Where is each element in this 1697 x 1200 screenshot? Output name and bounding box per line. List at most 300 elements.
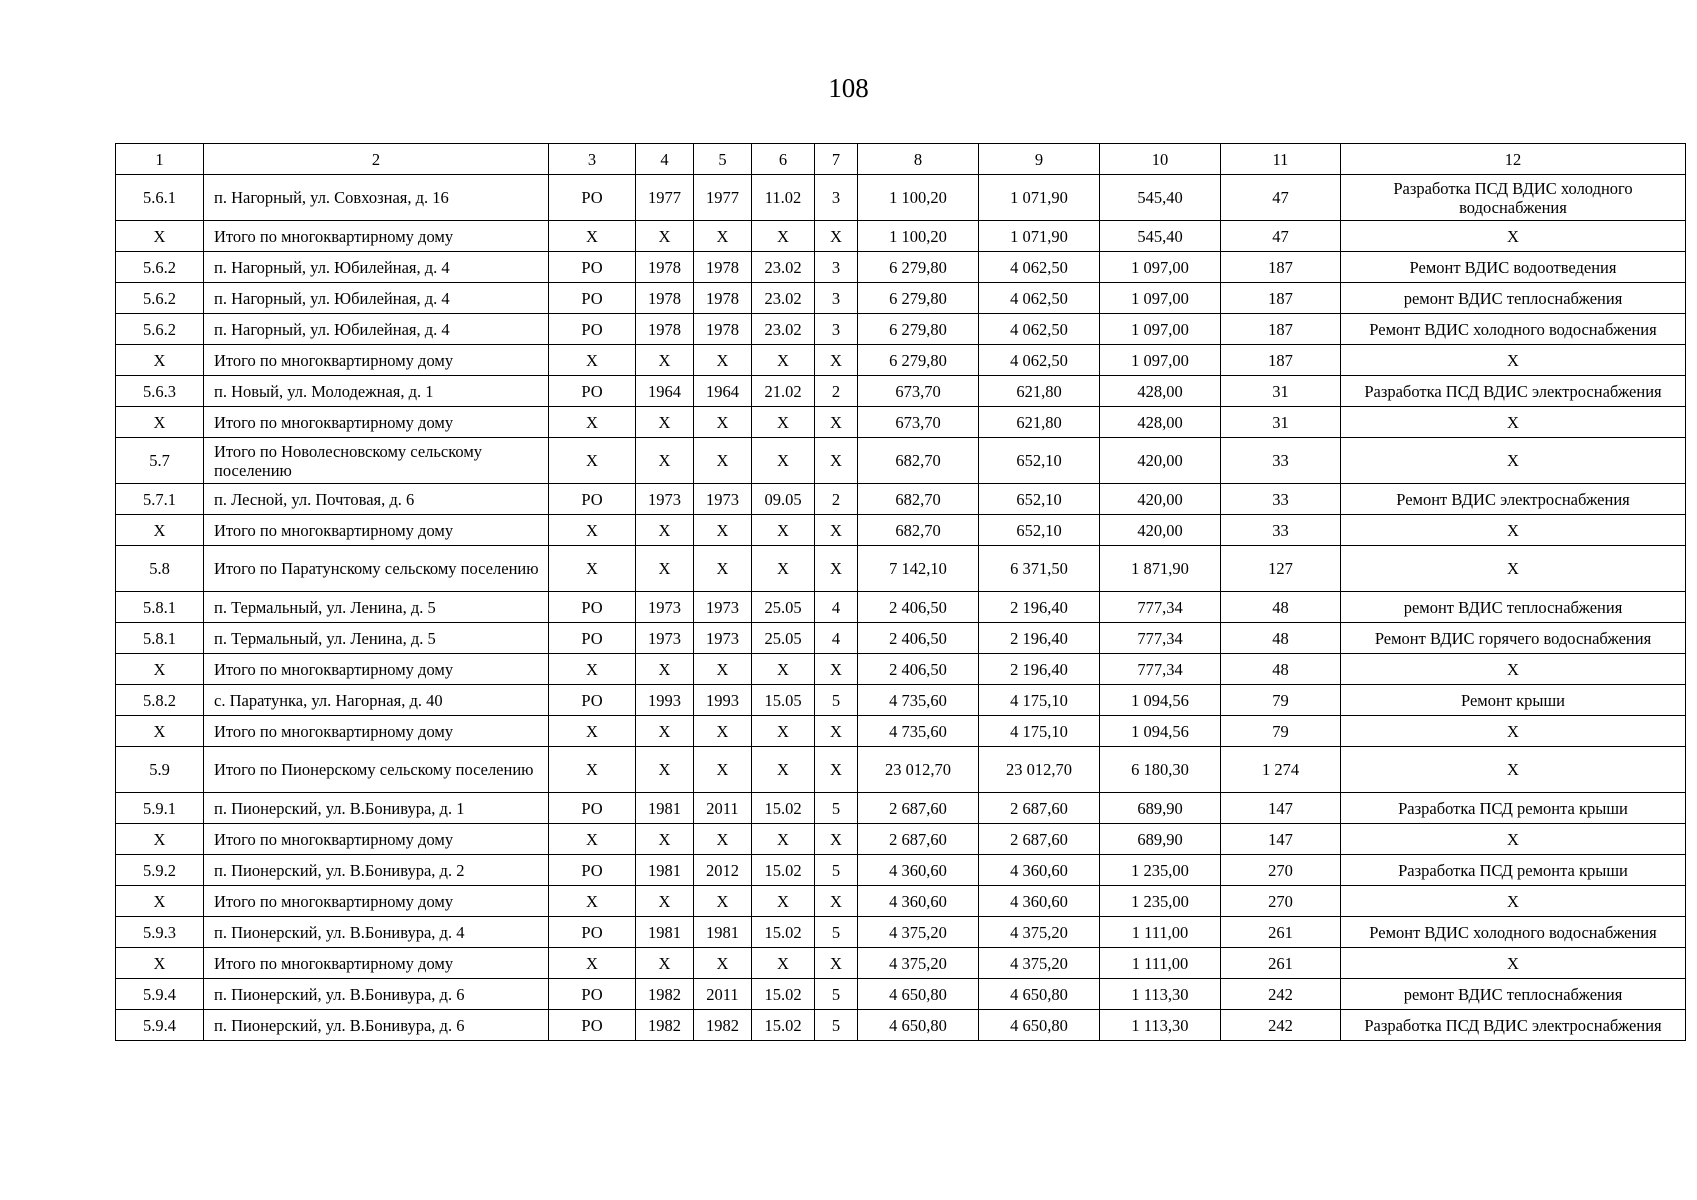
table-cell-col-6: Х (752, 407, 815, 438)
table-cell-col-2: п. Пионерский, ул. В.Бонивура, д. 6 (204, 1010, 549, 1041)
table-cell-col-7: Х (815, 948, 858, 979)
table-cell-col-5: 1978 (694, 252, 752, 283)
table-cell-col-6: Х (752, 345, 815, 376)
table-cell-col-9: 621,80 (979, 407, 1100, 438)
table-cell-col-11: 47 (1221, 221, 1341, 252)
table-cell-col-9: 2 196,40 (979, 654, 1100, 685)
table-cell-col-10: 1 111,00 (1100, 917, 1221, 948)
table-cell-col-11: 48 (1221, 592, 1341, 623)
table-cell-col-8: 2 406,50 (858, 654, 979, 685)
table-cell-col-6: 25.05 (752, 592, 815, 623)
table-row (116, 793, 1686, 824)
table-cell-col-4: 1973 (636, 484, 694, 515)
table-cell-col-10: 689,90 (1100, 793, 1221, 824)
table-cell-col-11: 48 (1221, 623, 1341, 654)
table-cell-col-9: 1 071,90 (979, 221, 1100, 252)
table-cell-col-12: ремонт ВДИС теплоснабжения (1341, 979, 1686, 1010)
table-cell-col-6: 23.02 (752, 283, 815, 314)
table-cell-col-10: 420,00 (1100, 515, 1221, 546)
table-cell-col-4: Х (636, 345, 694, 376)
table-cell-col-8: 4 360,60 (858, 855, 979, 886)
table-cell-col-8: 682,70 (858, 515, 979, 546)
table-cell-col-4: 1977 (636, 175, 694, 221)
table-cell-col-4: Х (636, 824, 694, 855)
table-row (116, 979, 1686, 1010)
table-cell-col-8: 673,70 (858, 376, 979, 407)
table-cell-col-4: Х (636, 716, 694, 747)
table-cell-col-11: 187 (1221, 283, 1341, 314)
table-cell-col-7: 3 (815, 283, 858, 314)
table-cell-col-5: 1977 (694, 175, 752, 221)
table-cell-col-8: 1 100,20 (858, 221, 979, 252)
table-cell-col-9: 4 360,60 (979, 886, 1100, 917)
table-cell-col-10: 420,00 (1100, 484, 1221, 515)
column-header-1: 1 (116, 144, 204, 175)
table-cell-col-2: п. Новый, ул. Молодежная, д. 1 (204, 376, 549, 407)
table-cell-col-5: 1978 (694, 314, 752, 345)
table-cell-col-2: Итого по многоквартирному дому (204, 515, 549, 546)
table-cell-col-10: 420,00 (1100, 438, 1221, 484)
table-cell-col-12: Х (1341, 948, 1686, 979)
table-cell-col-8: 23 012,70 (858, 747, 979, 793)
table-cell-col-5: Х (694, 345, 752, 376)
table-cell-col-3: Х (549, 438, 636, 484)
table-cell-col-11: 1 274 (1221, 747, 1341, 793)
table-cell-col-6: 15.02 (752, 979, 815, 1010)
table-row (116, 716, 1686, 747)
table-cell-col-12: Х (1341, 654, 1686, 685)
table-cell-col-4: 1978 (636, 314, 694, 345)
table-cell-col-10: 1 113,30 (1100, 979, 1221, 1010)
column-header-8: 8 (858, 144, 979, 175)
table-cell-col-5: Х (694, 654, 752, 685)
table-cell-col-2: п. Пионерский, ул. В.Бонивура, д. 1 (204, 793, 549, 824)
table-cell-col-10: 777,34 (1100, 623, 1221, 654)
table-cell-col-5: Х (694, 824, 752, 855)
column-header-11: 11 (1221, 144, 1341, 175)
table-row (116, 1010, 1686, 1041)
table-cell-col-9: 652,10 (979, 438, 1100, 484)
table-cell-col-7: Х (815, 345, 858, 376)
table-cell-col-11: 31 (1221, 376, 1341, 407)
table-cell-col-8: 2 687,60 (858, 793, 979, 824)
table-cell-col-10: 1 097,00 (1100, 252, 1221, 283)
table-cell-col-3: РО (549, 175, 636, 221)
table-cell-col-4: 1982 (636, 1010, 694, 1041)
table-cell-col-12: Ремонт ВДИС электроснабжения (1341, 484, 1686, 515)
table-cell-col-8: 682,70 (858, 484, 979, 515)
table-cell-col-6: 23.02 (752, 314, 815, 345)
table-cell-col-7: 3 (815, 175, 858, 221)
table-cell-col-3: РО (549, 855, 636, 886)
table-cell-col-11: 79 (1221, 716, 1341, 747)
table-cell-col-2: Итого по Новолесновскому сельскому поселению (204, 438, 549, 484)
table-cell-col-2: с. Паратунка, ул. Нагорная, д. 40 (204, 685, 549, 716)
column-header-3: 3 (549, 144, 636, 175)
table-cell-col-6: Х (752, 654, 815, 685)
table-cell-col-6: 15.05 (752, 685, 815, 716)
table-cell-col-3: Х (549, 747, 636, 793)
table-cell-col-4: Х (636, 654, 694, 685)
column-header-5: 5 (694, 144, 752, 175)
table-cell-col-11: 48 (1221, 654, 1341, 685)
table-row (116, 175, 1686, 221)
table-cell-col-11: 187 (1221, 314, 1341, 345)
table-cell-col-9: 4 062,50 (979, 252, 1100, 283)
table-row (116, 546, 1686, 592)
table-cell-col-1: 5.9.2 (116, 855, 204, 886)
table-cell-col-9: 4 062,50 (979, 314, 1100, 345)
table-cell-col-8: 1 100,20 (858, 175, 979, 221)
table-cell-col-6: 21.02 (752, 376, 815, 407)
table-cell-col-5: Х (694, 407, 752, 438)
table-cell-col-2: Итого по многоквартирному дому (204, 716, 549, 747)
table-cell-col-11: 270 (1221, 855, 1341, 886)
table-cell-col-10: 1 235,00 (1100, 855, 1221, 886)
table-cell-col-1: 5.6.2 (116, 252, 204, 283)
table-cell-col-4: 1973 (636, 623, 694, 654)
table-cell-col-3: РО (549, 1010, 636, 1041)
table-cell-col-5: 2011 (694, 979, 752, 1010)
table-cell-col-1: 5.8.2 (116, 685, 204, 716)
table-cell-col-3: РО (549, 252, 636, 283)
table-cell-col-12: Ремонт ВДИС горячего водоснабжения (1341, 623, 1686, 654)
table-cell-col-3: РО (549, 283, 636, 314)
table-row (116, 685, 1686, 716)
table-cell-col-6: Х (752, 747, 815, 793)
table-row (116, 747, 1686, 793)
table-cell-col-10: 1 094,56 (1100, 716, 1221, 747)
table-cell-col-8: 6 279,80 (858, 283, 979, 314)
table-cell-col-7: 5 (815, 917, 858, 948)
table-cell-col-4: Х (636, 886, 694, 917)
table-cell-col-8: 6 279,80 (858, 345, 979, 376)
column-header-12: 12 (1341, 144, 1686, 175)
table-cell-col-12: Разработка ПСД ремонта крыши (1341, 855, 1686, 886)
table-cell-col-2: Итого по многоквартирному дому (204, 221, 549, 252)
table-cell-col-12: Х (1341, 438, 1686, 484)
table-cell-col-3: Х (549, 886, 636, 917)
table-cell-col-7: Х (815, 221, 858, 252)
table-cell-col-12: Разработка ПСД ВДИС электроснабжения (1341, 1010, 1686, 1041)
table-cell-col-6: Х (752, 221, 815, 252)
table-cell-col-5: 1964 (694, 376, 752, 407)
table-cell-col-5: Х (694, 886, 752, 917)
table-cell-col-11: 147 (1221, 793, 1341, 824)
table-cell-col-10: 6 180,30 (1100, 747, 1221, 793)
table-cell-col-3: РО (549, 917, 636, 948)
table-cell-col-9: 6 371,50 (979, 546, 1100, 592)
table-cell-col-9: 2 687,60 (979, 793, 1100, 824)
table-cell-col-4: Х (636, 221, 694, 252)
table-cell-col-2: Итого по Паратунскому сельскому поселению (204, 546, 549, 592)
column-header-9: 9 (979, 144, 1100, 175)
table-row (116, 824, 1686, 855)
table-row (116, 484, 1686, 515)
page-number: 108 (828, 73, 869, 103)
table-cell-col-4: Х (636, 407, 694, 438)
table-row (116, 376, 1686, 407)
table-cell-col-2: Итого по многоквартирному дому (204, 824, 549, 855)
table-cell-col-12: ремонт ВДИС теплоснабжения (1341, 283, 1686, 314)
table-cell-col-6: Х (752, 438, 815, 484)
table-cell-col-12: Ремонт ВДИС холодного водоснабжения (1341, 917, 1686, 948)
table-cell-col-7: Х (815, 407, 858, 438)
table-cell-col-2: Итого по Пионерскому сельскому поселению (204, 747, 549, 793)
table-cell-col-12: Х (1341, 824, 1686, 855)
table-cell-col-8: 4 650,80 (858, 979, 979, 1010)
table-cell-col-4: 1981 (636, 917, 694, 948)
table-cell-col-10: 545,40 (1100, 175, 1221, 221)
table-cell-col-12: Х (1341, 221, 1686, 252)
table-cell-col-6: Х (752, 515, 815, 546)
table-cell-col-5: Х (694, 948, 752, 979)
table-cell-col-3: РО (549, 376, 636, 407)
table-cell-col-5: Х (694, 716, 752, 747)
table-cell-col-4: 1973 (636, 592, 694, 623)
table-cell-col-12: Х (1341, 716, 1686, 747)
table-cell-col-4: Х (636, 948, 694, 979)
table-cell-col-1: Х (116, 886, 204, 917)
table-cell-col-10: 777,34 (1100, 654, 1221, 685)
table-cell-col-5: 2012 (694, 855, 752, 886)
table-cell-col-11: 187 (1221, 252, 1341, 283)
table-row (116, 438, 1686, 484)
table-cell-col-2: п. Нагорный, ул. Юбилейная, д. 4 (204, 283, 549, 314)
table-cell-col-3: Х (549, 345, 636, 376)
table-cell-col-8: 4 650,80 (858, 1010, 979, 1041)
housing-register-table (115, 143, 1686, 1041)
table-cell-col-8: 4 360,60 (858, 886, 979, 917)
table-cell-col-10: 545,40 (1100, 221, 1221, 252)
table-cell-col-8: 4 735,60 (858, 716, 979, 747)
table-cell-col-5: 1982 (694, 1010, 752, 1041)
table-cell-col-6: Х (752, 716, 815, 747)
table-cell-col-5: 1973 (694, 484, 752, 515)
table-cell-col-2: п. Термальный, ул. Ленина, д. 5 (204, 592, 549, 623)
table-cell-col-7: Х (815, 747, 858, 793)
table-cell-col-2: п. Пионерский, ул. В.Бонивура, д. 2 (204, 855, 549, 886)
table-cell-col-11: 127 (1221, 546, 1341, 592)
column-header-2: 2 (204, 144, 549, 175)
table-cell-col-9: 1 071,90 (979, 175, 1100, 221)
table-cell-col-11: 47 (1221, 175, 1341, 221)
table-cell-col-7: Х (815, 546, 858, 592)
table-row (116, 407, 1686, 438)
table-cell-col-5: 2011 (694, 793, 752, 824)
table-cell-col-4: 1993 (636, 685, 694, 716)
table-cell-col-6: 15.02 (752, 855, 815, 886)
table-cell-col-11: 242 (1221, 979, 1341, 1010)
table-cell-col-11: 261 (1221, 917, 1341, 948)
table-cell-col-7: 5 (815, 685, 858, 716)
table-cell-col-1: 5.8.1 (116, 592, 204, 623)
table-row (116, 917, 1686, 948)
table-row (116, 654, 1686, 685)
table-cell-col-1: 5.6.2 (116, 283, 204, 314)
table-cell-col-3: Х (549, 654, 636, 685)
table-cell-col-9: 4 375,20 (979, 948, 1100, 979)
table-cell-col-1: 5.6.3 (116, 376, 204, 407)
table-cell-col-7: Х (815, 824, 858, 855)
table-cell-col-10: 1 097,00 (1100, 314, 1221, 345)
table-cell-col-1: Х (116, 345, 204, 376)
table-cell-col-1: 5.9.3 (116, 917, 204, 948)
table-cell-col-10: 777,34 (1100, 592, 1221, 623)
table-cell-col-3: Х (549, 716, 636, 747)
table-cell-col-11: 147 (1221, 824, 1341, 855)
table-row (116, 515, 1686, 546)
table-cell-col-8: 6 279,80 (858, 252, 979, 283)
table-cell-col-7: 3 (815, 252, 858, 283)
table-cell-col-8: 4 375,20 (858, 948, 979, 979)
table-cell-col-1: 5.6.1 (116, 175, 204, 221)
table-cell-col-2: п. Нагорный, ул. Юбилейная, д. 4 (204, 252, 549, 283)
table-cell-col-12: Х (1341, 886, 1686, 917)
table-cell-col-3: Х (549, 407, 636, 438)
table-cell-col-1: Х (116, 716, 204, 747)
table-cell-col-9: 2 196,40 (979, 592, 1100, 623)
table-cell-col-12: Ремонт ВДИС холодного водоснабжения (1341, 314, 1686, 345)
table-cell-col-5: 1973 (694, 592, 752, 623)
table-cell-col-9: 4 650,80 (979, 1010, 1100, 1041)
column-header-10: 10 (1100, 144, 1221, 175)
table-cell-col-1: 5.8.1 (116, 623, 204, 654)
table-cell-col-5: Х (694, 747, 752, 793)
table-cell-col-5: Х (694, 546, 752, 592)
table-cell-col-1: Х (116, 948, 204, 979)
table-cell-col-2: п. Термальный, ул. Ленина, д. 5 (204, 623, 549, 654)
table-cell-col-6: 09.05 (752, 484, 815, 515)
table-cell-col-9: 4 175,10 (979, 716, 1100, 747)
table-body (116, 175, 1686, 1041)
table-cell-col-2: Итого по многоквартирному дому (204, 886, 549, 917)
table-cell-col-7: 2 (815, 484, 858, 515)
table-row (116, 345, 1686, 376)
table-cell-col-9: 652,10 (979, 484, 1100, 515)
table-cell-col-5: Х (694, 515, 752, 546)
table-cell-col-12: Разработка ПСД ремонта крыши (1341, 793, 1686, 824)
table-cell-col-1: 5.9.4 (116, 979, 204, 1010)
table-cell-col-8: 4 735,60 (858, 685, 979, 716)
table-cell-col-12: ремонт ВДИС теплоснабжения (1341, 592, 1686, 623)
table-cell-col-2: Итого по многоквартирному дому (204, 345, 549, 376)
table-cell-col-1: 5.6.2 (116, 314, 204, 345)
table-cell-col-6: 15.02 (752, 1010, 815, 1041)
table-cell-col-8: 673,70 (858, 407, 979, 438)
table-cell-col-8: 6 279,80 (858, 314, 979, 345)
table-cell-col-7: 5 (815, 979, 858, 1010)
table-cell-col-11: 33 (1221, 515, 1341, 546)
table-cell-col-10: 428,00 (1100, 376, 1221, 407)
table-cell-col-1: 5.9 (116, 747, 204, 793)
table-cell-col-7: 4 (815, 623, 858, 654)
table-cell-col-6: Х (752, 886, 815, 917)
table-row (116, 948, 1686, 979)
table-cell-col-5: Х (694, 438, 752, 484)
table-cell-col-1: Х (116, 407, 204, 438)
table-cell-col-2: Итого по многоквартирному дому (204, 407, 549, 438)
column-header-6: 6 (752, 144, 815, 175)
table-cell-col-8: 2 406,50 (858, 592, 979, 623)
table-cell-col-3: Х (549, 824, 636, 855)
table-cell-col-10: 689,90 (1100, 824, 1221, 855)
table-cell-col-6: 25.05 (752, 623, 815, 654)
table-cell-col-9: 4 375,20 (979, 917, 1100, 948)
table-cell-col-6: 15.02 (752, 917, 815, 948)
table-cell-col-10: 1 097,00 (1100, 345, 1221, 376)
table-cell-col-12: Разработка ПСД ВДИС холодного водоснабжения (1341, 175, 1686, 221)
table-cell-col-4: 1982 (636, 979, 694, 1010)
table-cell-col-9: 4 175,10 (979, 685, 1100, 716)
table-cell-col-10: 1 871,90 (1100, 546, 1221, 592)
table-cell-col-11: 187 (1221, 345, 1341, 376)
table-cell-col-12: Ремонт ВДИС водоотведения (1341, 252, 1686, 283)
table-cell-col-10: 1 235,00 (1100, 886, 1221, 917)
column-number-row (116, 144, 1686, 175)
table-cell-col-10: 1 097,00 (1100, 283, 1221, 314)
table-cell-col-2: п. Нагорный, ул. Совхозная, д. 16 (204, 175, 549, 221)
table-cell-col-11: 33 (1221, 438, 1341, 484)
table-cell-col-9: 4 062,50 (979, 283, 1100, 314)
table-cell-col-3: РО (549, 979, 636, 1010)
table-cell-col-9: 621,80 (979, 376, 1100, 407)
table-cell-col-10: 428,00 (1100, 407, 1221, 438)
table-cell-col-12: Ремонт крыши (1341, 685, 1686, 716)
table-cell-col-2: Итого по многоквартирному дому (204, 948, 549, 979)
table-cell-col-9: 2 687,60 (979, 824, 1100, 855)
table-cell-col-3: РО (549, 484, 636, 515)
table-cell-col-9: 4 062,50 (979, 345, 1100, 376)
table-row (116, 283, 1686, 314)
table-cell-col-4: 1978 (636, 252, 694, 283)
table-cell-col-4: Х (636, 546, 694, 592)
table-cell-col-5: 1993 (694, 685, 752, 716)
table-cell-col-5: 1981 (694, 917, 752, 948)
table-cell-col-9: 4 360,60 (979, 855, 1100, 886)
table-cell-col-10: 1 111,00 (1100, 948, 1221, 979)
table-cell-col-7: 3 (815, 314, 858, 345)
table-cell-col-1: 5.7.1 (116, 484, 204, 515)
table-cell-col-5: 1978 (694, 283, 752, 314)
table-row (116, 252, 1686, 283)
table-cell-col-6: Х (752, 824, 815, 855)
table-cell-col-1: 5.9.4 (116, 1010, 204, 1041)
table-cell-col-8: 2 406,50 (858, 623, 979, 654)
table-cell-col-4: 1978 (636, 283, 694, 314)
table-cell-col-3: Х (549, 948, 636, 979)
table-cell-col-3: РО (549, 793, 636, 824)
table-cell-col-11: 270 (1221, 886, 1341, 917)
table-cell-col-8: 2 687,60 (858, 824, 979, 855)
table-cell-col-3: РО (549, 314, 636, 345)
table-cell-col-5: 1973 (694, 623, 752, 654)
table-cell-col-1: Х (116, 221, 204, 252)
table-cell-col-4: 1981 (636, 855, 694, 886)
table-cell-col-11: 261 (1221, 948, 1341, 979)
table-cell-col-10: 1 094,56 (1100, 685, 1221, 716)
table-cell-col-8: 4 375,20 (858, 917, 979, 948)
table-cell-col-9: 4 650,80 (979, 979, 1100, 1010)
table-cell-col-4: Х (636, 747, 694, 793)
table-row (116, 221, 1686, 252)
table-cell-col-12: Х (1341, 407, 1686, 438)
column-header-4: 4 (636, 144, 694, 175)
table-row (116, 855, 1686, 886)
table-cell-col-7: Х (815, 654, 858, 685)
table-cell-col-9: 652,10 (979, 515, 1100, 546)
table-cell-col-6: Х (752, 948, 815, 979)
